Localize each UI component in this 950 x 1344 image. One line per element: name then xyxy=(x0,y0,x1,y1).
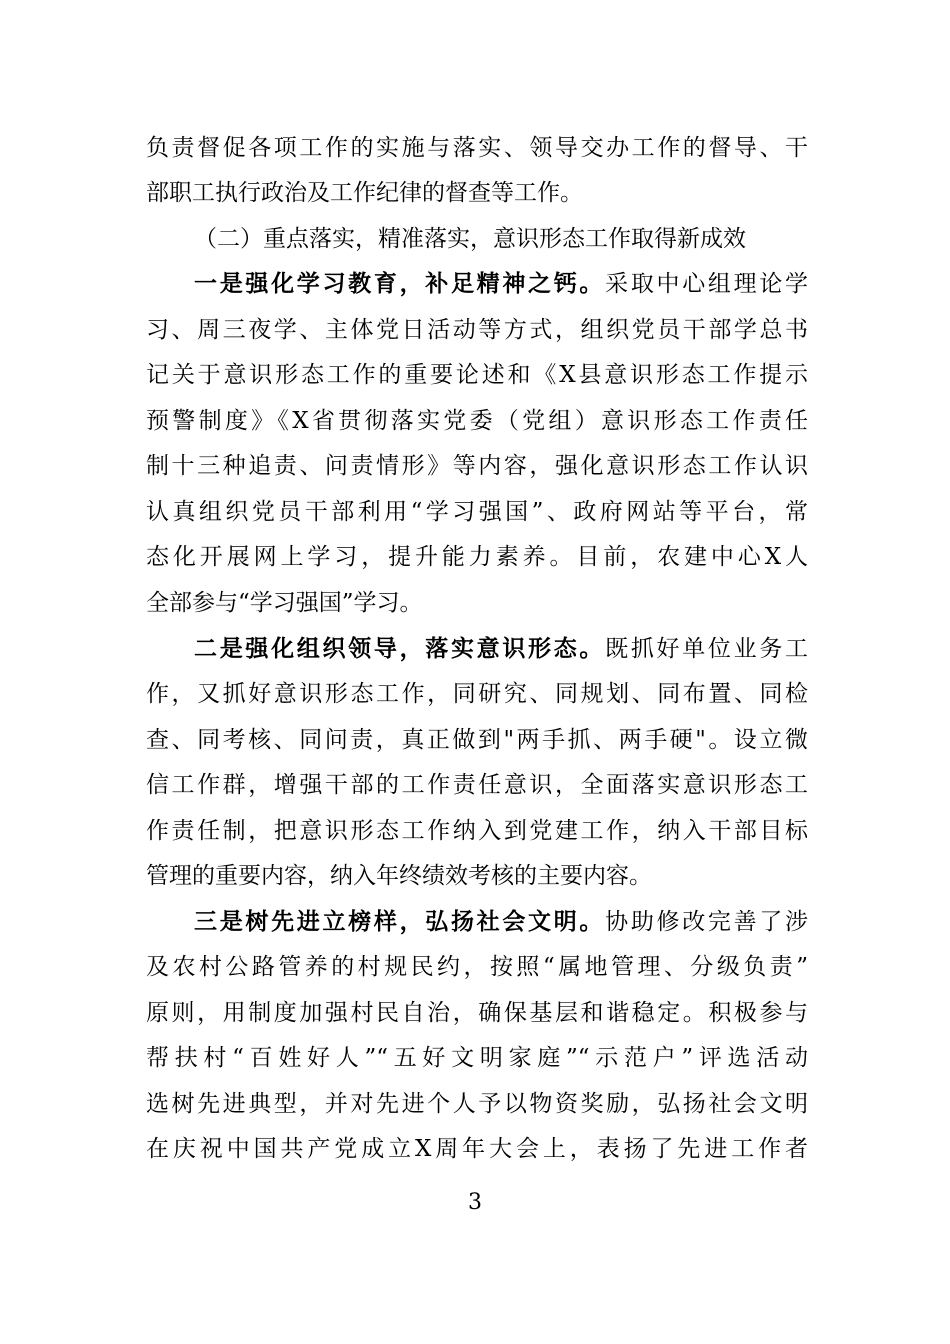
body-line xyxy=(146,401,808,441)
line-text: 管理的重要内容，纳入年终绩效考核的主要内容。 xyxy=(146,863,652,889)
line-text: 协助修改完善了涉 xyxy=(605,909,809,935)
line-text: 查、同考核、同问责，真正做到"两手抓、两手硬"。设立微 xyxy=(146,727,808,753)
line-text: 选树先进典型，并对先进个人予以物资奖励，弘扬社会文明 xyxy=(146,1091,808,1117)
line-text: 帮扶村“百姓好人”“五好文明家庭”“示范户”评选活动 xyxy=(146,1045,808,1071)
line-text: 制十三种追责、问责情形》等内容，强化意识形态工作认识 xyxy=(146,453,808,479)
line-text: 既抓好单位业务工 xyxy=(605,636,809,662)
line-text: 作，又抓好意识形态工作，同研究、同规划、同布置、同检 xyxy=(146,681,808,707)
paragraph-lead-bold: 一是强化学习教育，补足精神之钙。 xyxy=(194,270,606,297)
body-line xyxy=(146,583,808,623)
section-heading-text: （二）重点落实，精准落实，意识形态工作取得新成效 xyxy=(194,226,746,252)
line-text: 信工作群，增强干部的工作责任意识，全面落实意识形态工 xyxy=(146,772,808,798)
line-text: 部职工执行政治及工作纪律的督查等工作。 xyxy=(146,180,583,206)
line-text: 记关于意识形态工作的重要论述和《X县意识形态工作提示 xyxy=(146,362,808,388)
page-number: 3 xyxy=(468,1190,482,1215)
line-text: 在庆祝中国共产党成立X周年大会上，表扬了先进工作者 xyxy=(146,1136,808,1162)
body-line xyxy=(146,856,808,896)
line-text: 态化开展网上学习，提升能力素养。目前，农建中心X人 xyxy=(146,544,808,570)
paragraph-lead-bold: 三是树先进立榜样，弘扬社会文明。 xyxy=(194,908,606,935)
body-line xyxy=(146,537,808,577)
section-heading xyxy=(194,219,808,259)
line-text: 采取中心组理论学 xyxy=(605,271,809,297)
line-text: 预警制度》《X省贯彻落实党委（党组）意识形态工作责任 xyxy=(146,408,808,434)
body-line xyxy=(146,811,808,851)
line-text: 习、周三夜学、主体党日活动等方式，组织党员干部学总书 xyxy=(146,317,808,343)
paragraph-lead-line xyxy=(194,629,808,669)
paragraph-lead-bold: 二是强化组织领导，落实意识形态。 xyxy=(194,635,606,662)
line-text: 全部参与“学习强国”学习。 xyxy=(146,590,423,616)
body-line xyxy=(146,128,808,168)
line-text: 认真组织党员干部利用“学习强国”、政府网站等平台，常 xyxy=(146,499,808,525)
body-line xyxy=(146,492,808,532)
body-line xyxy=(146,1129,808,1169)
body-line xyxy=(146,674,808,714)
line-text: 及农村公路管养的村规民约，按照“属地管理、分级负责” xyxy=(146,954,808,980)
body-line xyxy=(146,310,808,350)
body-line xyxy=(146,993,808,1033)
body-line xyxy=(146,1084,808,1124)
line-text: 作责任制，把意识形态工作纳入到党建工作，纳入干部目标 xyxy=(146,818,808,844)
body-line xyxy=(146,173,808,213)
paragraph-lead-line xyxy=(194,264,808,304)
body-line xyxy=(146,1038,808,1078)
body-line xyxy=(146,446,808,486)
body-line xyxy=(146,720,808,760)
body-line xyxy=(146,947,808,987)
line-text: 原则，用制度加强村民自治，确保基层和谐稳定。积极参与 xyxy=(146,1000,808,1026)
line-text: 负责督促各项工作的实施与落实、领导交办工作的督导、干 xyxy=(146,135,808,161)
paragraph-lead-line xyxy=(194,902,808,942)
body-line xyxy=(146,355,808,395)
body-line xyxy=(146,765,808,805)
